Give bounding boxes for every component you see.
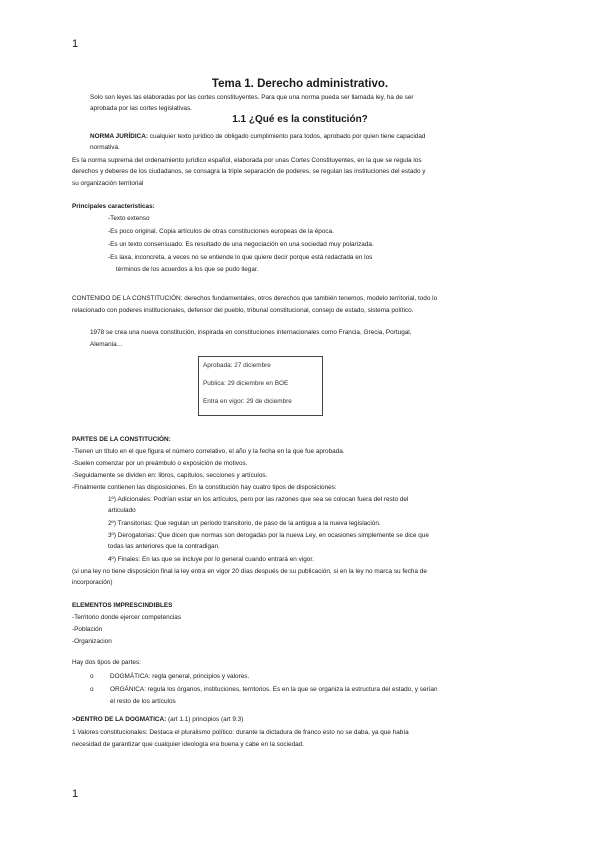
list-item: -Es un texto consensuado. Es resultado de una negociación en una sociedad muy polarizada.: [108, 241, 374, 248]
valores-line-1: 1 Valores constitucionales: Destaca el pluralismo político: durante la dictadura de franco esto no se daba, ya que había: [72, 729, 409, 736]
list-item: 3º) Derogatorias: Que dicen que normas son derogadas por la nueva Ley, en ocasiones simplemente se dice que: [108, 532, 429, 539]
dentro-text: (art 1.1) principios (art 9.3): [166, 716, 244, 723]
valores-line-2: necesidad de garantizar que cualquier ideología era buena y cabe en la sociedad.: [72, 741, 305, 748]
suprema-line-1: Es la norma suprema del ordenamiento jurídico español, elaborada por unas Cortes Constituyentes, en la que se regula los: [72, 157, 422, 164]
list-item: -Es laxa, inconcreta, a veces no se entiende lo que quiere decir porque está redactada en los: [108, 254, 373, 261]
list-item: -Seguidamente se dividen en: libros, capítulos, secciones y artículos.: [72, 472, 268, 479]
dentro-line: [72, 714, 243, 726]
list-item: 1º) Adicionales: Podrían estar en los artículos, pero por las razones que sea se colocan fuera del resto del: [108, 496, 409, 503]
date-aprobada: Aprobada: 27 diciembre: [203, 362, 271, 369]
elementos-heading: ELEMENTOS IMPRESCINDIBLES: [72, 602, 173, 609]
list-item: todas las anteriores que la contradigan.: [108, 543, 220, 550]
nota-line-2: incorporación): [72, 579, 113, 586]
norma-line-1: [90, 131, 425, 143]
tipos-intro: Hay dos tipos de partes:: [72, 659, 141, 666]
norma-line-2: normativa.: [90, 144, 120, 151]
list-item: términos de los acuerdos a los que se pudo llegar.: [116, 266, 259, 273]
norma-text: cualquier texto jurídico de obligado cumplimiento para todos, aprobado por quien tiene capacidad: [148, 133, 426, 140]
suprema-line-3: su organización territorial: [72, 180, 144, 187]
tipos-cont: el resto de los artículos: [110, 698, 176, 705]
section-heading: 1.1 ¿Qué es la constitución?: [232, 114, 368, 125]
list-item: 4º) Finales: En las que se incluye por lo general cuando entrará en vigor.: [108, 556, 314, 563]
list-item: -Población: [72, 626, 103, 633]
anio-line-1: 1978 se crea una nueva constitución, inspirada en constituciones internacionales como Francia, Grecia, Portugal,: [90, 329, 412, 336]
contenido-line-1: CONTENIDO DE LA CONSTITUCIÓN: derechos fundamentales, otros derechos que también tenemos, modelo territorial, todo lo: [72, 295, 438, 302]
nota-line-1: (si una ley no tiene disposición final la ley entra en vigor 20 días después de su publicación, si en la ley no marca su fecha de: [72, 568, 427, 575]
bullet-icon: o: [90, 673, 94, 680]
date-publica: Publica: 29 diciembre en BOE: [203, 380, 289, 387]
suprema-line-2: derechos y deberes de los ciudadanos, se consagra la triple separación de poderes, se regulan las instituciones del estado y: [72, 168, 426, 175]
tipo-text: regula los órganos, instituciones, territorios. Es en la que se organiza la estructura del estado, y serían: [145, 686, 438, 693]
list-item: -Suelen comenzar por un preámbulo o exposición de motivos.: [72, 460, 248, 467]
date-vigor: Entra en vigor: 29 de diciembre: [203, 398, 292, 405]
contenido-line-2: relacionado con poderes institucionales, defensor del pueblo, tribunal constitucional, consejo de estado, sistema político.: [72, 307, 414, 314]
list-item: 2º) Transitorias: Que regulan un periodo transitorio, de paso de la antigua a la nueva legislación.: [108, 520, 381, 527]
partes-heading: PARTES DE LA CONSTITUCIÓN:: [72, 436, 171, 443]
caracteristicas-heading: Principales características:: [72, 203, 155, 210]
page-title: Tema 1. Derecho administrativo.: [211, 78, 389, 90]
anio-line-2: Alemania…: [90, 341, 124, 348]
list-item: -Tienen un título en el que figura el número correlativo, el año y la fecha en la que fue aprobada.: [72, 448, 345, 455]
page-number-bottom: 1: [72, 788, 79, 800]
list-item: [90, 684, 438, 696]
bullet-icon: o: [90, 686, 94, 693]
norma-label: NORMA JURÍDICA:: [90, 133, 148, 140]
intro-line-2: aprobada por las cortes legislativas.: [90, 105, 192, 112]
list-item: -Es poco original. Copia artículos de otras constituciones europeas de la época.: [108, 228, 334, 235]
list-item: -Territorio donde ejercer competencias: [72, 614, 182, 621]
tipo-label: DOGMÁTICA:: [110, 673, 151, 680]
list-item: articulado: [108, 507, 136, 514]
dates-box: [198, 356, 323, 416]
list-item: -Organizacion: [72, 638, 112, 645]
tipo-text: regla general, principios y valores.: [150, 673, 250, 680]
dentro-heading: >DENTRO DE LA DOGMATICA:: [72, 716, 167, 723]
list-item: [90, 671, 249, 683]
page-number-top: 1: [72, 38, 79, 50]
list-item: -Finalmente contienen las disposiciones. En la constitución hay cuatro tipos de disposiciones:: [72, 484, 337, 491]
intro-line-1: Solo son leyes las elaboradas por las cortes constituyentes. Para que una norma pueda ser llamada ley, ha de ser: [90, 94, 414, 101]
tipo-label: ORGÁNICA:: [110, 686, 146, 693]
list-item: -Texto extenso: [108, 215, 150, 222]
